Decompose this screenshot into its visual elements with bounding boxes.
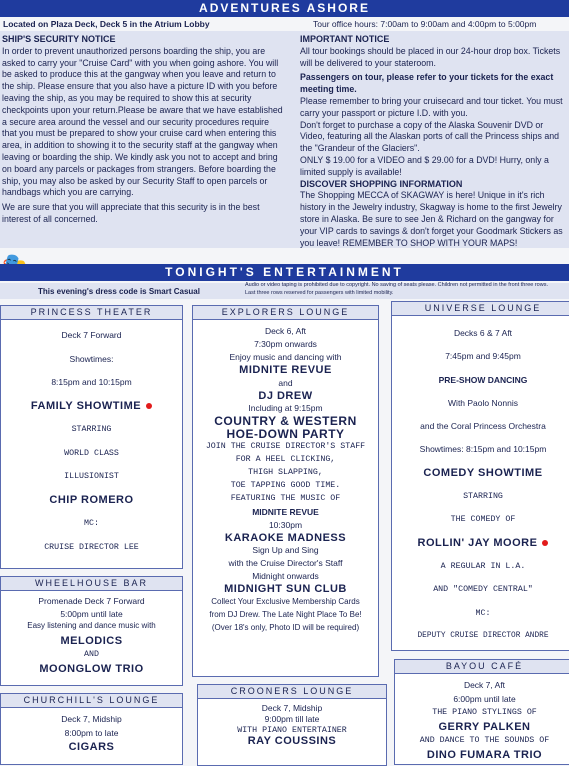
princess-world-class: WORLD CLASS xyxy=(64,448,119,458)
universe-mc-label: MC: xyxy=(475,608,491,618)
princess-act: FAMILY SHOWTIME xyxy=(30,399,142,412)
universe-showtimes: Showtimes: 8:15pm and 10:15pm xyxy=(419,444,547,455)
explorers-cw2: HOE-DOWN PARTY xyxy=(226,427,345,442)
adventures-ashore-header: ADVENTURES ASHORE xyxy=(0,0,569,17)
security-title: SHIP'S SECURITY NOTICE xyxy=(2,34,116,44)
explorers-collect: Collect Your Exclusive Membership Cards xyxy=(211,597,360,607)
dress-code: This evening's dress code is Smart Casual xyxy=(38,287,200,296)
important-p2: Passengers on tour, please refer to your tickets for the exact meeting time. xyxy=(300,72,554,95)
dress-code-bar xyxy=(0,283,569,299)
explorers-time2: 10:30pm xyxy=(268,519,303,530)
universe-regular: A REGULAR IN L.A. xyxy=(440,561,526,571)
bayou-cafe-card xyxy=(394,659,569,765)
churchill-title: CHURCHILL'S LOUNGE xyxy=(1,694,182,708)
explorers-karaoke: KARAOKE MADNESS xyxy=(224,531,347,544)
important-p5: ONLY $ 19.00 for a VIDEO and $ 29.00 for a DVD! Hurry, only a limited supply is available! xyxy=(300,154,549,177)
important-notice xyxy=(300,34,566,249)
princess-theater-card xyxy=(0,305,183,569)
wheelhouse-bar-card xyxy=(0,576,183,686)
explorers-midnight: Midnight onwards xyxy=(252,571,319,582)
crooners-deck: Deck 7, Midship xyxy=(261,703,323,713)
universe-star: ROLLIN' JAY MOORE xyxy=(417,536,538,549)
explorers-heel: FOR A HEEL CLICKING, xyxy=(235,455,336,465)
explorers-club: MIDNIGHT SUN CLUB xyxy=(224,583,347,596)
universe-starring: STARRING xyxy=(463,492,503,502)
explorers-deck: Deck 6, Aft xyxy=(264,326,307,336)
ashore-subheader xyxy=(0,17,569,30)
wheelhouse-and: AND xyxy=(84,649,99,659)
bayou-title: BAYOU CAFÉ xyxy=(395,660,569,674)
princess-host: CRUISE DIRECTOR LEE xyxy=(44,542,139,552)
explorers-time: 7:30pm onwards xyxy=(254,338,317,349)
bayou-piano: THE PIANO STYLINGS OF xyxy=(432,708,537,717)
explorers-featuring: FEATURING THE MUSIC OF xyxy=(230,493,341,503)
explorers-toe: TOE TAPPING GOOD TIME. xyxy=(230,480,341,490)
universe-times: 7:45pm and 9:45pm xyxy=(445,351,521,362)
crooners-title: CROONERS LOUNGE xyxy=(198,685,386,699)
princess-illusionist: ILLUSIONIST xyxy=(64,472,119,481)
important-title: IMPORTANT NOTICE xyxy=(300,34,390,44)
taping-note: Audio or video taping is prohibited due to copyright. No saving of seats please. Children not permitted in the front three rows. xyxy=(245,282,548,288)
crooners-lounge-card xyxy=(197,684,387,766)
crooners-act: RAY COUSSINS xyxy=(247,735,337,747)
princess-star: CHIP ROMERO xyxy=(49,493,134,506)
shopping-body: The Shopping MECCA of SKAGWAY is here! Unique in it's rich history in the Jewelry industry, Skagway is home to the first Jewelry store in Alaska. Be sure to see Jen & Richard on the gangway for your VIP cards to savings & don't forget your Goodmark Stickers as you leave! REMEMBER TO SHOP WITH YOUR MAPS! xyxy=(300,190,563,248)
bayou-act: GERRY PALKEN xyxy=(438,721,531,733)
churchill-time: 8:00pm to late xyxy=(64,728,119,738)
universe-act: COMEDY SHOWTIME xyxy=(423,466,543,479)
explorers-age-note: (Over 18's only, Photo ID will be required) xyxy=(211,622,360,632)
princess-mc-label: MC: xyxy=(84,519,99,528)
red-dot-marker xyxy=(146,403,152,409)
wheelhouse-time: 5:00pm until late xyxy=(60,608,123,619)
entertainment-header: TONIGHT'S ENTERTAINMENT xyxy=(0,264,569,281)
universe-with: With Paolo Nonnis xyxy=(448,397,518,408)
wheelhouse-act2: MOONGLOW TRIO xyxy=(39,663,144,675)
bayou-deck: Deck 7, Aft xyxy=(463,680,506,690)
universe-comedy-of: THE COMEDY OF xyxy=(450,515,516,525)
universe-host: DEPUTY CRUISE DIRECTOR ANDRE xyxy=(417,631,549,640)
crooners-desc: WITH PIANO ENTERTAINER xyxy=(237,726,347,735)
universe-orchestra: and the Coral Princess Orchestra xyxy=(420,421,546,432)
bayou-dance: AND DANCE TO THE SOUNDS OF xyxy=(419,736,550,745)
universe-pre-show: PRE-SHOW DANCING xyxy=(438,374,528,385)
explorers-and: and xyxy=(278,377,293,388)
important-p3: Please remember to bring your cruisecard and tour ticket. You must carry your passport or picture I.D. with you. xyxy=(300,95,563,118)
churchill-deck: Deck 7, Midship xyxy=(61,714,122,724)
wheelhouse-act1: MELODICS xyxy=(60,634,123,647)
churchills-lounge-card xyxy=(0,693,183,765)
explorers-thigh: THIGH SLAPPING, xyxy=(248,467,323,477)
princess-starring: STARRING xyxy=(71,425,112,434)
princess-showtimes-label: Showtimes: xyxy=(69,353,114,364)
explorers-staff: with the Cruise Director's Staff xyxy=(228,558,343,569)
explorers-featured-act: MIDNITE REVUE xyxy=(252,506,319,517)
princess-theater-title: PRINCESS THEATER xyxy=(1,306,182,320)
universe-deck: Decks 6 & 7 Aft xyxy=(453,328,513,338)
explorers-signup: Sign Up and Sing xyxy=(252,545,319,556)
security-body: In order to prevent unauthorized persons boarding the ship, you are asked to carry your "Cruise Card" with you when going ashore. You will be asked to produce this at the gangway when you leave and return to the ship. Please ensure that you also have a picture ID with you before leaving the ship, as you may be required to show this at security checkpoints upon your return.Please be aware that we have established a secure area around the vessel and our security procedures require that you must be prepared to show your cruise card when entering this area, in addition to showing it to the security staff at the gangway when leaving or boarding the ship. We kindly ask you not to accept and bring on board any parcels or packages from strangers. Before boarding the ship, you may also be asked by our Security Staff to open parcels or handbags which you are carrying. xyxy=(2,45,283,198)
important-p1: All tour bookings should be placed in our 24-hour drop box. Tickets will be delivered to your stateroom. xyxy=(300,45,561,68)
explorers-dj: from DJ Drew. The Late Night Place To Be! xyxy=(209,609,362,619)
tour-office-location: Located on Plaza Deck, Deck 5 in the Atrium Lobby xyxy=(3,19,210,29)
security-closing: We are sure that you will appreciate that this security is in the best interest of all concerned. xyxy=(2,202,260,224)
shopping-title: DISCOVER SHOPPING INFORMATION xyxy=(300,178,463,189)
wheelhouse-title: WHEELHOUSE BAR xyxy=(1,577,182,591)
explorers-act1: MIDNITE REVUE xyxy=(239,363,332,376)
churchill-act: CIGARS xyxy=(68,741,115,753)
explorers-lounge-card xyxy=(192,305,379,677)
explorers-act2: DJ DREW xyxy=(258,389,313,402)
explorers-title: EXPLORERS LOUNGE xyxy=(193,306,378,320)
explorers-desc: Enjoy music and dancing with xyxy=(229,351,342,362)
wheelhouse-desc: Easy listening and dance music with xyxy=(27,621,156,630)
explorers-including: Including at 9:15pm xyxy=(248,403,323,414)
bayou-act2: DINO FUMARA TRIO xyxy=(426,749,543,761)
crooners-time: 9:00pm till late xyxy=(264,714,320,724)
princess-times: 8:15pm and 10:15pm xyxy=(51,377,132,387)
bayou-time: 6:00pm until late xyxy=(453,694,516,704)
security-notice xyxy=(2,34,286,226)
wheelhouse-deck: Promenade Deck 7 Forward xyxy=(38,596,145,606)
explorers-join: JOIN THE CRUISE DIRECTOR'S STAFF xyxy=(205,442,366,452)
universe-comedy-central: AND "COMEDY CENTRAL" xyxy=(433,585,533,595)
reserved-rows-note: Last three rows reserved for passengers with limited mobility. xyxy=(245,290,394,296)
princess-deck: Deck 7 Forward xyxy=(61,330,122,340)
universe-title: UNIVERSE LOUNGE xyxy=(392,302,569,316)
explorers-cw1: COUNTRY & WESTERN xyxy=(214,414,357,429)
red-dot-marker xyxy=(542,540,548,546)
universe-lounge-card xyxy=(391,301,569,651)
tour-office-hours: Tour office hours: 7:00am to 9:00am and 4:00pm to 5:00pm xyxy=(313,19,537,29)
important-p4: Don't forget to purchase a copy of the Alaska Souvenir DVD or Video, featuring all the Alaskan ports of call the Princess ships and the "Grandeur of the Glaciers". xyxy=(300,119,560,154)
